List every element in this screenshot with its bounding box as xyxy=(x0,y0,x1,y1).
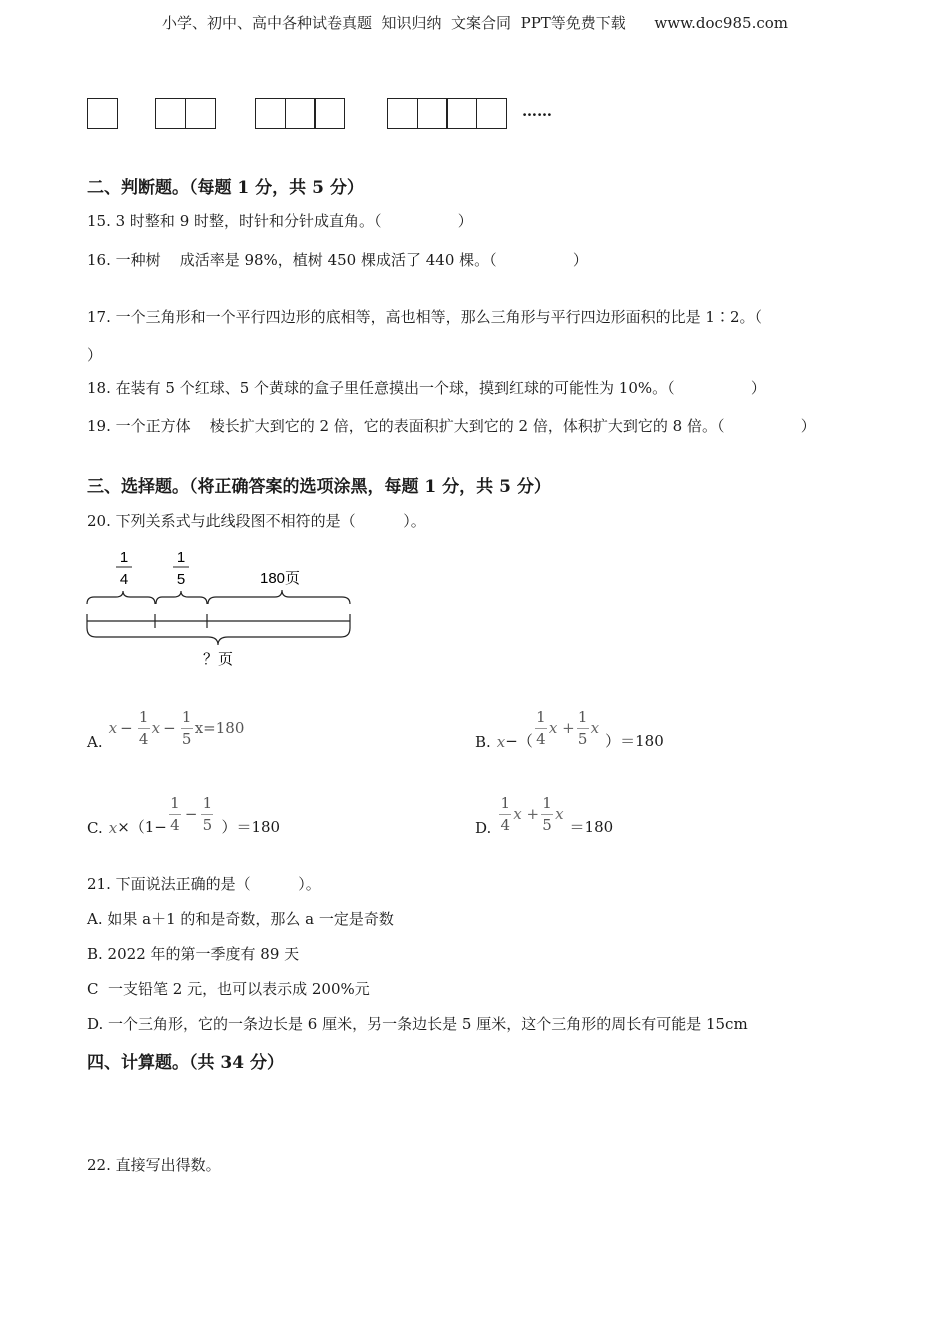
square-group-2 xyxy=(155,98,216,130)
square xyxy=(285,98,316,129)
option-c: C. x ×（1− $\frac{1}{4}$ − $\frac{1}{5}$ ）＝180 xyxy=(87,793,281,837)
square-group-4 xyxy=(387,98,507,130)
section-2-title: 二、判断题。（每题 1 分，共 5 分） xyxy=(87,178,364,198)
square xyxy=(155,98,186,129)
brace-quarter xyxy=(87,591,155,604)
frac2-den: 5 xyxy=(176,571,186,588)
square xyxy=(87,98,118,129)
section-4-title: 四、计算题。（共 34 分） xyxy=(87,1053,284,1073)
brace-180 xyxy=(208,590,350,604)
option-d: D. $\frac{1}{4}$ x + $\frac{1}{5}$ x ＝180 xyxy=(475,793,614,837)
square-group-3 xyxy=(255,98,345,130)
option-b: B. x −（ $\frac{1}{4}$ x + $\frac{1}{5}$ x ）＝180 xyxy=(475,707,664,751)
total-label: ？页 xyxy=(202,651,234,668)
ellipsis: …… xyxy=(522,102,552,120)
question-20: 20. 下列关系式与此线段图不相符的是（ ）。 xyxy=(87,512,426,530)
square-group-1 xyxy=(87,98,118,130)
question-21-option-a: A. 如果 a＋1 的和是奇数，那么 a 一定是奇数 xyxy=(87,910,394,928)
question-21: 21. 下面说法正确的是（ ）。 xyxy=(87,875,321,893)
line-segment-diagram xyxy=(80,540,370,675)
pages-label: 180页 xyxy=(259,570,301,587)
square xyxy=(476,98,507,129)
square xyxy=(314,98,345,129)
square xyxy=(387,98,418,129)
square xyxy=(255,98,286,129)
question-22: 22. 直接写出得数。 xyxy=(87,1156,221,1174)
option-a: A. x − $\frac{1}{4}$ x − $\frac{1}{5}$ x=180 xyxy=(87,707,245,751)
question-21-option-c: C 一支铅笔 2 元，也可以表示成 200%元 xyxy=(87,980,370,998)
question-21-option-d: D. 一个三角形，它的一条边长是 6 厘米，另一条边长是 5 厘米，这个三角形的周长有可能是 15cm xyxy=(87,1015,748,1033)
frac1-num: 1 xyxy=(119,549,129,566)
question-15: 15. 3 时整和 9 时整，时针和分针成直角。（ ） xyxy=(87,212,473,230)
square xyxy=(417,98,448,129)
frac1-den: 4 xyxy=(119,571,129,588)
page-header: 小学、初中、高中各种试卷真题 知识归纳 文案合同 PPT等免费下载 www.doc985.com xyxy=(161,14,788,32)
frac2-num: 1 xyxy=(176,549,186,566)
question-16: 16. 一种树 成活率是 98%，植树 450 棵成活了 440 棵。（ ） xyxy=(87,251,588,269)
question-17: 17. 一个三角形和一个平行四边形的底相等，高也相等，那么三角形与平行四边形面积的比是 1∶2。（ xyxy=(87,308,762,326)
square xyxy=(446,98,477,129)
section-3-title: 三、选择题。（将正确答案的选项涂黑，每题 1 分，共 5 分） xyxy=(87,477,551,497)
brace-total xyxy=(87,628,350,645)
question-19: 19. 一个正方体 棱长扩大到它的 2 倍，它的表面积扩大到它的 2 倍，体积扩大到它的 8 倍。（ ） xyxy=(87,417,816,435)
question-18: 18. 在装有 5 个红球、5 个黄球的盒子里任意摸出一个球，摸到红球的可能性为 10%。（ ） xyxy=(87,379,766,397)
question-21-option-b: B. 2022 年的第一季度有 89 天 xyxy=(87,945,300,963)
question-17-end: ） xyxy=(87,346,103,364)
brace-fifth xyxy=(156,591,207,604)
square xyxy=(185,98,216,129)
